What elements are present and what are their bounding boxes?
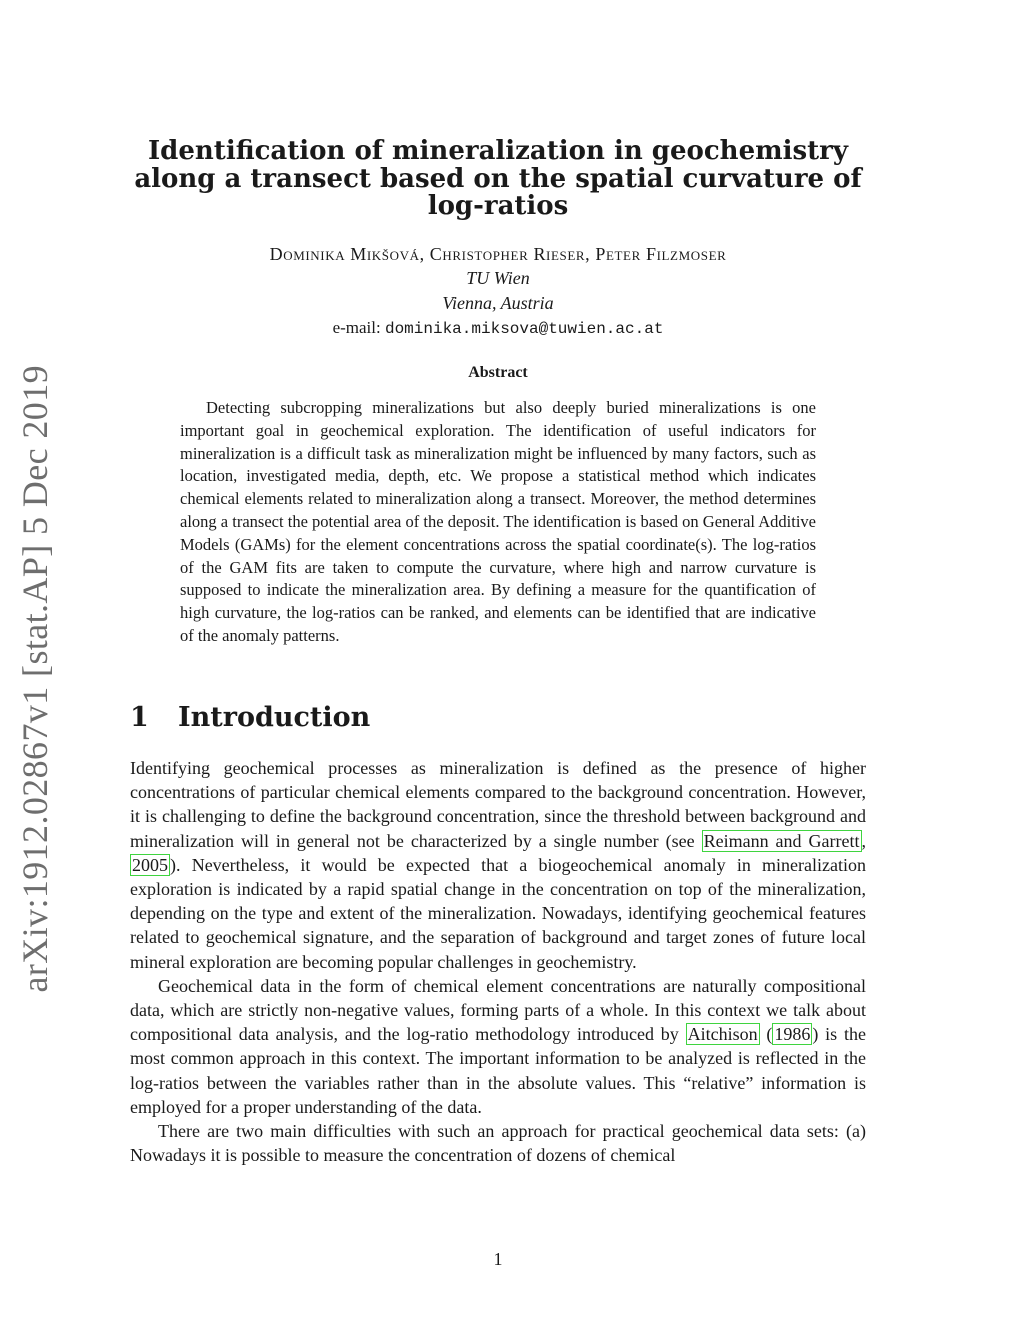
introduction-body [130,756,866,1167]
paragraph-text: Geochemical data in the form of chemical element concentrations are naturally compositional data, which are strictly non-negative values, forming parts of a whole. In this context we talk about compositional data analysis, and the log-ratio methodology introduced by [130,975,866,1045]
email-address[interactable]: dominika.miksova@tuwien.ac.at [384,320,664,338]
paragraph-text: ) is the most common approach in this context. The important information to be analyzed is reflected in the log-ratios between the variables rather than in the absolute values. This “relative” information is employed for a proper understanding of the data. [130,1024,866,1117]
section-heading [130,702,370,733]
affiliation-institution: TU Wien [466,268,530,288]
email-label: e-mail: [332,318,381,337]
section-number: 1 [130,702,149,733]
title-line-1: Identification of mineralization in geochemistry [148,136,848,166]
affiliation-location: Vienna, Austria [442,293,554,313]
arxiv-stamp: arXiv:1912.02867v1 [stat.AP] 5 Dec 2019 [15,365,55,993]
abstract-text: Detecting subcropping mineralizations but also deeply buried mineralizations is one important goal in geochemical exploration. The identification of useful indicators for mineralization is a difficult task as mineralization might be influenced by many factors, such as location, investigated media, depth, etc. We propose a statistical method which indicates chemical elements related to mineralization along a transect. Moreover, the method determines along a transect the potential area of the deposit. The identification is based on General Additive Models (GAMs) for the element concentrations across the spatial coordinate(s). The log-ratios of the GAM fits are taken to compute the curvature, where high and narrow curvature is supposed to indicate the mineralization area. By defining a measure for the quantification of high curvature, the log-ratios can be ranked, and elements can be identified that are indicative of the anomaly patterns. [180,398,816,645]
citation-link-2005[interactable]: 2005 [132,854,168,875]
author-list: Dominika Mikšová, Christopher Rieser, Peter Filzmoser [269,244,727,264]
paragraph-2 [130,974,866,1119]
paragraph-text: Identifying geochemical processes as mineralization is defined as the presence of higher concentrations of particular chemical elements compared to the background concentration. However, it is challenging to define the background concentration, since the threshold between background and mineralization will in general not be characterized by a single number (see [130,758,866,851]
abstract-heading: Abstract [468,364,528,381]
section-title: Introduction [178,702,371,733]
citation-link-reimann-garrett[interactable]: Reimann and Garrett [703,830,860,851]
page-number: 1 [493,1249,503,1269]
title-line-2: along a transect based on the spatial curvature of [134,163,862,194]
paragraph-text: ). Nevertheless, it would be expected that a biogeochemical anomaly in mineralization exploration is indicated by a rapid spatial change in the concentration on top of the mineralization, depending on the type and extent of the mineralization. Nowadays, identifying geochemical features related to geochemical signature, and the separation of background and target zones of future local mineral exploration are becoming popular challenges in geochemistry. [130,854,866,972]
paragraph-text: ( [759,1024,773,1045]
paper-title [130,138,866,221]
paragraph-text: , [861,830,866,851]
citation-link-1986[interactable]: 1986 [774,1024,811,1045]
paragraph-3: There are two main difficulties with such an approach for practical geochemical data sets: (a) Nowadays it is possible to measure the concentration of dozens of chemical [130,1121,866,1166]
paragraph-1 [130,756,866,974]
contact-email [130,318,866,338]
citation-link-aitchison[interactable]: Aitchison [687,1024,758,1045]
title-line-3: log-ratios [427,191,569,221]
